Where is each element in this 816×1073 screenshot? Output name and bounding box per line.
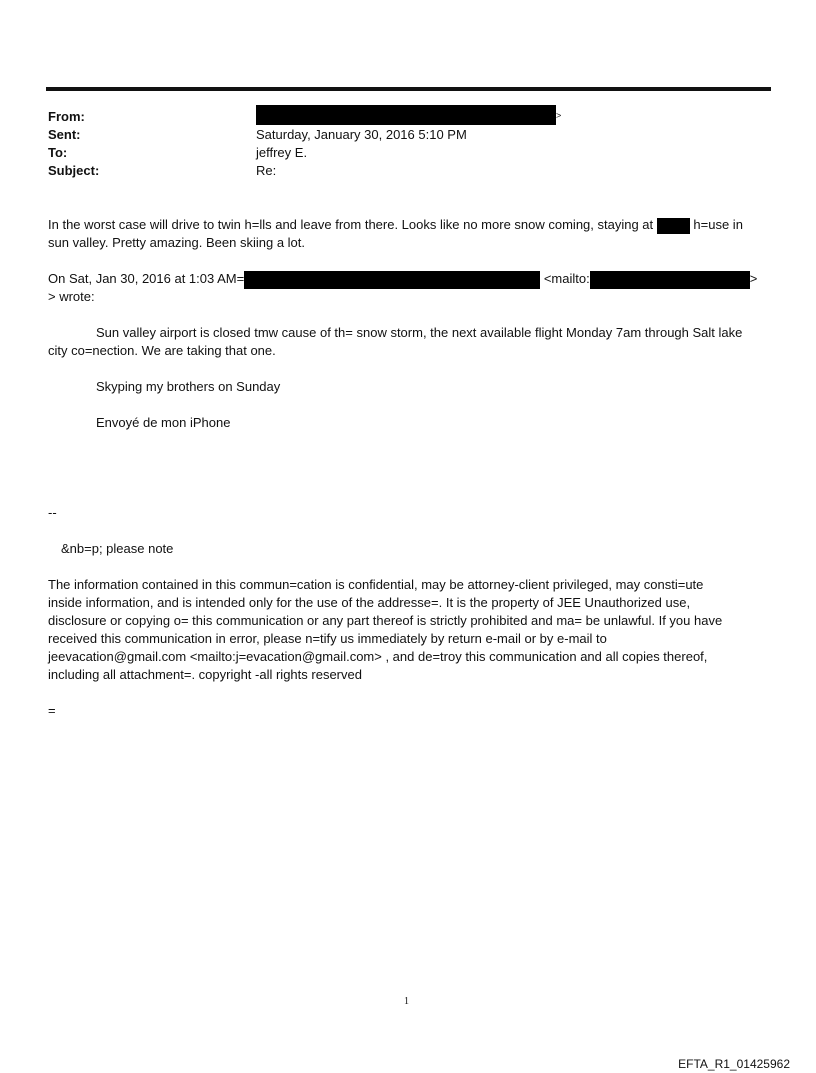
- disclaimer-line: including all attachment=. copyright -all rights reserved: [48, 667, 362, 682]
- reply-text: In the worst case will drive to twin h=lls and leave from there. Looks like no more snow coming, staying at: [48, 217, 654, 232]
- signature-note: &nb=p; please note: [61, 541, 174, 556]
- sent-label: Sent:: [48, 127, 81, 142]
- redaction-block: [657, 218, 690, 234]
- disclaimer-line: jeevacation@gmail.com <mailto:j=evacation@gmail.com> , and de=troy this communication and all copies thereof,: [48, 649, 708, 664]
- document-id: EFTA_R1_01425962: [678, 1057, 790, 1071]
- header-rule: [46, 87, 771, 91]
- sent-value: Saturday, January 30, 2016 5:10 PM: [256, 127, 467, 142]
- quote-header: [48, 270, 773, 289]
- from-label: From:: [48, 109, 85, 124]
- subject-value: Re:: [256, 163, 277, 178]
- quoted-paragraph-2: Skyping my brothers on Sunday: [96, 379, 281, 394]
- quoted-paragraph-1-line-1: Sun valley airport is closed tmw cause of th= snow storm, the next available flight Monday 7am through Salt lake: [96, 325, 743, 340]
- quoted-paragraph-1-line-2: city co=nection. We are taking that one.: [48, 343, 276, 358]
- redaction-block: [256, 105, 556, 125]
- reply-line-2: sun valley. Pretty amazing. Been skiing a lot.: [48, 235, 305, 250]
- quoted-paragraph-3: Envoyé de mon iPhone: [96, 415, 231, 430]
- subject-label: Subject:: [48, 163, 100, 178]
- quote-header-line-2: > wrote:: [48, 289, 95, 304]
- disclaimer-line: received this communication in error, please n=tify us immediately by return e-mail or by e-mail to: [48, 631, 607, 646]
- from-trailing: >: [556, 110, 562, 121]
- trailing-equals: =: [48, 703, 56, 718]
- redaction-block: [244, 271, 540, 289]
- redaction-block: [590, 271, 750, 289]
- reply-line-1: [48, 216, 773, 234]
- signature-separator: --: [48, 505, 57, 520]
- disclaimer-line: disclosure or copying o= this communication or any part thereof is strictly prohibited and ma= be unlawful. If you have: [48, 613, 723, 628]
- mailto-text: <mailto:: [543, 271, 590, 286]
- quote-header-close: >: [749, 271, 758, 286]
- from-value: [256, 105, 561, 125]
- disclaimer-line: The information contained in this commun=cation is confidential, may be attorney-client privileged, may consti=ute: [48, 577, 704, 592]
- disclaimer-line: inside information, and is intended only for the use of the addresse=. It is the property of JEE Unauthorized use,: [48, 595, 691, 610]
- reply-text: h=use in: [693, 217, 743, 232]
- to-value: jeffrey E.: [256, 145, 308, 160]
- quote-header-text: On Sat, Jan 30, 2016 at 1:03 AM=: [48, 271, 245, 286]
- to-label: To:: [48, 145, 68, 160]
- page-number: 1: [404, 996, 409, 1007]
